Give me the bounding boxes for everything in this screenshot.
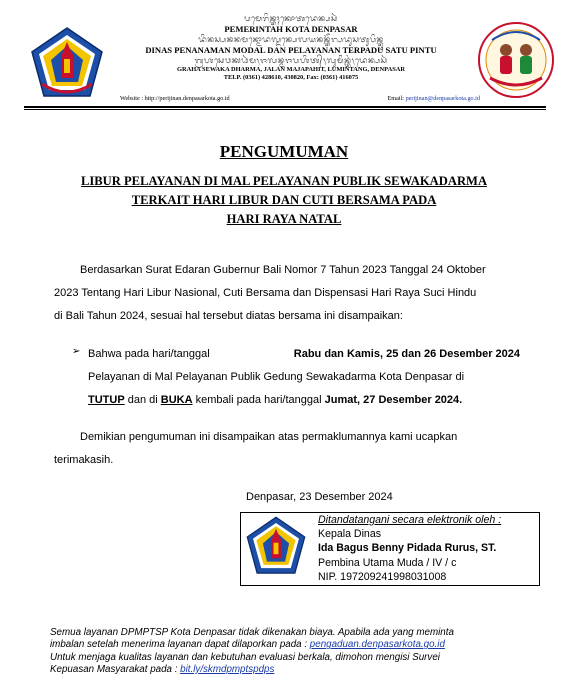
- signature-header: Ditandatangani secara elektronik oleh :: [318, 514, 502, 526]
- letterhead-phone: TELP. (0361) 428610, 430820, Fax: (0361) 416075: [223, 74, 359, 81]
- signature-nip: NIP. 197209241998031008: [318, 570, 447, 583]
- bullet-line-2: [88, 366, 520, 389]
- footer-line: Untuk menjaga kualitas layanan dan kebutuhan evaluasi berkala, dimohon mengisi Survei: [50, 651, 440, 663]
- signature-position: Kepala Dinas: [318, 528, 382, 541]
- bullet-closure-dates: Rabu dan Kamis, 25 dan 26 Desember 2024: [293, 348, 520, 360]
- closing-paragraph: [54, 426, 532, 472]
- letterhead-government: PEMERINTAH KOTA DENPASAR: [224, 24, 358, 34]
- denpasar-emblem-logo: [28, 26, 106, 100]
- footer-note: [50, 627, 520, 676]
- document-subtitle: [40, 172, 528, 229]
- subtitle-line: TERKAIT HARI LIBUR DAN CUTI BERSAMA PADA: [131, 193, 437, 207]
- survey-link[interactable]: bit.ly/skmdpmptspdps: [180, 663, 275, 675]
- footer-line: Kepuasan Masyarakat pada : bit.ly/skmdpmptspdps: [50, 663, 275, 675]
- footer-line: imbalan setelah menerima layanan dapat dilaporkan pada : pengaduan.denpasarkota.go.id: [50, 639, 445, 651]
- subtitle-line: LIBUR PELAYANAN DI MAL PELAYANAN PUBLIK SEWAKADARMA: [80, 174, 488, 188]
- arrow-bullet-icon: ➢: [72, 346, 81, 357]
- letterhead-balinese-line-3: ᬕ᭄ᬭᬳᬲᬾᬯᬓᬥᬃᬫ᭞ᬚᬮᬦ᭄ᬫᬚᬧᬳᬶᬢ᭄᭞ᬮᬸᬫᬶᬦ᭄ᬢᬂ᭞ᬤᬾᬦ᭄ᬧᬲᬃ: [194, 56, 388, 65]
- signature-name: Ida Bagus Benny Pidada Rurus, ST.: [318, 542, 497, 555]
- bullet-line-3: [88, 389, 520, 412]
- signature-details: [318, 513, 501, 584]
- service-motto-logo: [476, 20, 556, 100]
- paragraph-line: terimakasih.: [54, 454, 114, 466]
- subtitle-line: HARI RAYA NATAL: [226, 212, 342, 226]
- letterhead-text: [110, 14, 472, 82]
- letterhead-email-link[interactable]: perijinan@denpasarkota.go.id: [405, 95, 480, 102]
- letterhead-email-label: Email:: [387, 95, 405, 102]
- bullet-paragraph: [88, 343, 520, 412]
- bullet-line-3-mid: dan di: [124, 394, 161, 406]
- document-title: PENGUMUMAN: [219, 142, 349, 161]
- footer-line: Semua layanan DPMPTSP Kota Denpasar tidak dikenakan biaya. Apabila ada yang meminta: [50, 627, 454, 638]
- letterhead-divider-thick: [24, 106, 546, 108]
- letterhead-address: GRAHA SEWAKA DHARMA, JALAN MAJAPAHIT, LUMINTANG, DENPASAR: [177, 66, 405, 73]
- signature-emblem-logo: [244, 514, 308, 578]
- bullet-line-1: [88, 343, 520, 366]
- letterhead-email-group: [388, 95, 480, 102]
- letterhead-contact-row: [120, 95, 480, 102]
- bullet-line-2-text: Pelayanan di Mal Pelayanan Publik Gedung Sewakadarma Kota Denpasar di: [88, 371, 465, 383]
- reopen-date: Jumat, 27 Desember 2024.: [324, 394, 463, 406]
- letterhead-website[interactable]: Website : http://perijinan.denpasarkota.go.id: [120, 95, 230, 102]
- signature-rank: Pembina Utama Muda / IV / c: [318, 556, 457, 569]
- letterhead-divider-thin: [24, 109, 546, 110]
- place-date: Denpasar, 23 Desember 2024: [246, 491, 393, 503]
- bullet-prefix: Bahwa pada hari/tanggal: [88, 348, 210, 360]
- complaint-link[interactable]: pengaduan.denpasarkota.go.id: [309, 639, 445, 651]
- intro-paragraph: [54, 259, 532, 328]
- paragraph-line: di Bali Tahun 2024, sesuai hal tersebut diatas bersama ini disampaikan:: [54, 310, 403, 322]
- paragraph-line: 2023 Tentang Hari Libur Nasional, Cuti Bersama dan Dispensasi Hari Raya Suci Hindu: [54, 287, 477, 299]
- paragraph-line: Demikian pengumuman ini disampaikan atas permaklumannya kami ucapkan: [80, 431, 458, 443]
- open-label: BUKA: [160, 394, 193, 406]
- closed-label: TUTUP: [88, 394, 125, 406]
- letterhead-balinese-line-1: ᬧᬫᬾᬭᬶᬦ᭄ᬢᬄᬓᭀᬢᬤᬾᬦ᭄ᬧᬲᬃ: [244, 14, 338, 23]
- letterhead-balinese-line-2: ᬤᬶᬦᬲ᭄ᬧᬦᬦᬫᬦ᭄ᬫᭀᬤᬮ᭄ᬤᬦ᭄ᬧᬾᬮᬬᬦᬦ᭄ᬢᭂᬭ᭄ᬧᬤᬸᬲᬢᬸᬧᬶᬦ᭄ᬢᬸ: [198, 35, 384, 44]
- paragraph-line: Berdasarkan Surat Edaran Gubernur Bali Nomor 7 Tahun 2023 Tanggal 24 Oktober: [80, 264, 486, 276]
- bullet-line-3-after: kembali pada hari/tanggal: [192, 394, 325, 406]
- letterhead-agency: DINAS PENANAMAN MODAL DAN PELAYANAN TERPADU SATU PINTU: [145, 45, 437, 55]
